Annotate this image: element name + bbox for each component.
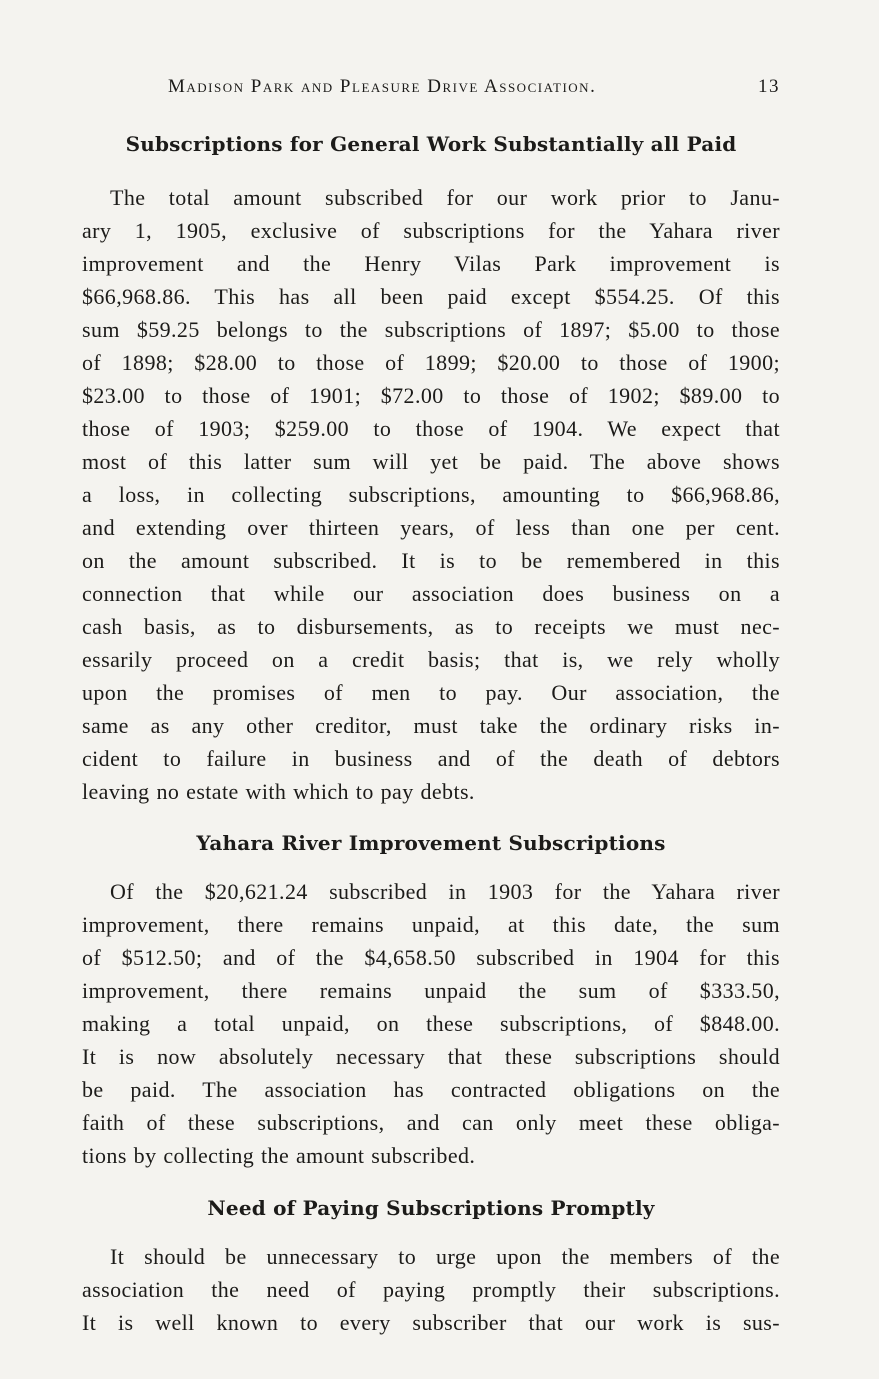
paragraph-line: It should be unnecessary to urge upon the members of the — [110, 1244, 780, 1269]
paragraph-line: most of this latter sum will yet be paid. The above shows — [82, 449, 780, 474]
paragraph-line: $23.00 to those of 1901; $72.00 to those of 1902; $89.00 to — [82, 383, 780, 408]
paragraph-line: It is now absolutely necessary that these subscriptions should — [82, 1044, 780, 1069]
paragraph-line: of $512.50; and of the $4,658.50 subscribed in 1904 for this — [82, 945, 780, 970]
paragraph-line: improvement, there remains unpaid, at this date, the sum — [82, 912, 780, 937]
paragraph-line: tions by collecting the amount subscribed. — [82, 1143, 476, 1168]
paragraph-line: association the need of paying promptly their subscriptions. — [82, 1277, 780, 1302]
paragraph-line: improvement and the Henry Vilas Park improvement is — [82, 251, 780, 276]
paragraph-line: faith of these subscriptions, and can only meet these obliga- — [82, 1110, 780, 1135]
section-heading-yahara: Yahara River Improvement Subscriptions — [196, 831, 666, 855]
paragraph-line: a loss, in collecting subscriptions, amounting to $66,968.86, — [82, 482, 780, 507]
paragraph-line: sum $59.25 belongs to the subscriptions of 1897; $5.00 to those — [82, 317, 780, 342]
paragraph-line: making a total unpaid, on these subscriptions, of $848.00. — [82, 1011, 780, 1036]
paragraph-line: cash basis, as to disbursements, as to receipts we must nec- — [82, 614, 780, 639]
section-heading-promptly: Need of Paying Subscriptions Promptly — [207, 1196, 655, 1220]
paragraph-line: leaving no estate with which to pay debts. — [82, 779, 475, 804]
paragraph-line: and extending over thirteen years, of less than one per cent. — [82, 515, 780, 540]
paragraph-line: upon the promises of men to pay. Our association, the — [82, 680, 780, 705]
paragraph-line: It is well known to every subscriber that our work is sus- — [82, 1310, 780, 1335]
paragraph-promptly — [82, 1240, 780, 1339]
paragraph-line: $66,968.86. This has all been paid except $554.25. Of this — [82, 284, 780, 309]
paragraph-line: connection that while our association does business on a — [82, 581, 780, 606]
paragraph-line: ary 1, 1905, exclusive of subscriptions for the Yahara river — [82, 218, 780, 243]
paragraph-line: essarily proceed on a credit basis; that is, we rely wholly — [82, 647, 780, 672]
paragraph-general-work — [82, 181, 780, 808]
running-head — [82, 76, 780, 106]
page-number: 13 — [758, 76, 780, 97]
paragraph-line: cident to failure in business and of the death of debtors — [82, 746, 780, 771]
paragraph-line: The total amount subscribed for our work prior to Janu- — [110, 185, 780, 210]
running-title: Madison Park and Pleasure Drive Association. — [168, 76, 597, 97]
paragraph-line: of 1898; $28.00 to those of 1899; $20.00 to those of 1900; — [82, 350, 780, 375]
paragraph-yahara — [82, 875, 780, 1172]
paragraph-line: Of the $20,621.24 subscribed in 1903 for the Yahara river — [110, 879, 780, 904]
section-heading-general-work: Subscriptions for General Work Substantially all Paid — [125, 132, 737, 156]
paragraph-line: improvement, there remains unpaid the sum of $333.50, — [82, 978, 780, 1003]
paragraph-line: same as any other creditor, must take the ordinary risks in- — [82, 713, 780, 738]
paragraph-line: on the amount subscribed. It is to be remembered in this — [82, 548, 780, 573]
paragraph-line: those of 1903; $259.00 to those of 1904. We expect that — [82, 416, 780, 441]
paragraph-line: be paid. The association has contracted obligations on the — [82, 1077, 780, 1102]
